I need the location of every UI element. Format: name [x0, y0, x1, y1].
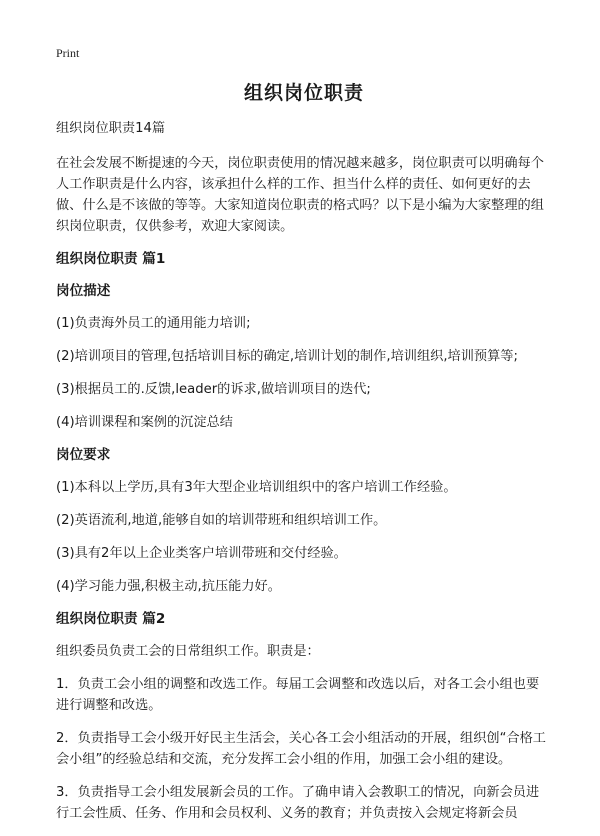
desc-item: (1)负责海外员工的通用能力培训;	[56, 316, 251, 331]
req-item: (2)英语流利,地道,能够自如的培训带班和组织培训工作。	[56, 513, 387, 528]
req-item: (4)学习能力强,积极主动,抗压能力好。	[56, 579, 281, 594]
document-body	[56, 118, 552, 836]
section2-lead: 组织委员负责工会的日常组织工作。职责是：	[56, 644, 320, 659]
section2-heading: 组织岗位职责 篇2	[56, 611, 166, 627]
duty-item: 1．负责工会小组的调整和改选工作。每届工会调整和改选以后，对各工会小组也要进行调整和改选。	[56, 677, 540, 713]
desc-item: (4)培训课程和案例的沉淀总结	[56, 415, 233, 430]
page-title: 组织岗位职责	[243, 82, 364, 104]
desc-item: (2)培训项目的管理,包括培训目标的确定,培训计划的制作,培训组织,培训预算等;	[56, 349, 518, 364]
section1-heading: 组织岗位职责 篇1	[56, 251, 166, 267]
req-item: (1)本科以上学历,具有3年大型企业培训组织中的客户培训工作经验。	[56, 480, 457, 495]
duty-item: 3．负责指导工会小组发展新会员的工作。了确申请入会教职工的情况，向新会员进行工会性质、任务、作用和会员权利、义务的教育；并负责按入会规定将新会员	[56, 785, 540, 821]
intro-paragraph: 在社会发展不断提速的今天，岗位职责使用的情况越来越多，岗位职责可以明确每个人工作职责是什么内容，该承担什么样的工作、担当什么样的责任、如何更好的去做、什么是不该做的等等。大家知道岗位职责的格式吗？以下是小编为大家整理的组织岗位职责，仅供参考，欢迎大家阅读。	[56, 156, 544, 234]
print-label[interactable]: Print	[56, 46, 80, 60]
job-description-heading: 岗位描述	[56, 283, 111, 299]
job-requirements-heading: 岗位要求	[56, 447, 111, 463]
document-subtitle: 组织岗位职责14篇	[56, 121, 166, 136]
desc-item: (3)根据员工的.反馈,leader的诉求,做培训项目的迭代;	[56, 382, 371, 397]
duty-item: 2．负责指导工会小级开好民主生活会，关心各工会小组活动的开展，组织创“合格工会小组”的经验总结和交流，充分发挥工会小组的作用，加强工会小组的建设。	[56, 731, 546, 767]
req-item: (3)具有2年以上企业类客户培训带班和交付经验。	[56, 546, 347, 561]
